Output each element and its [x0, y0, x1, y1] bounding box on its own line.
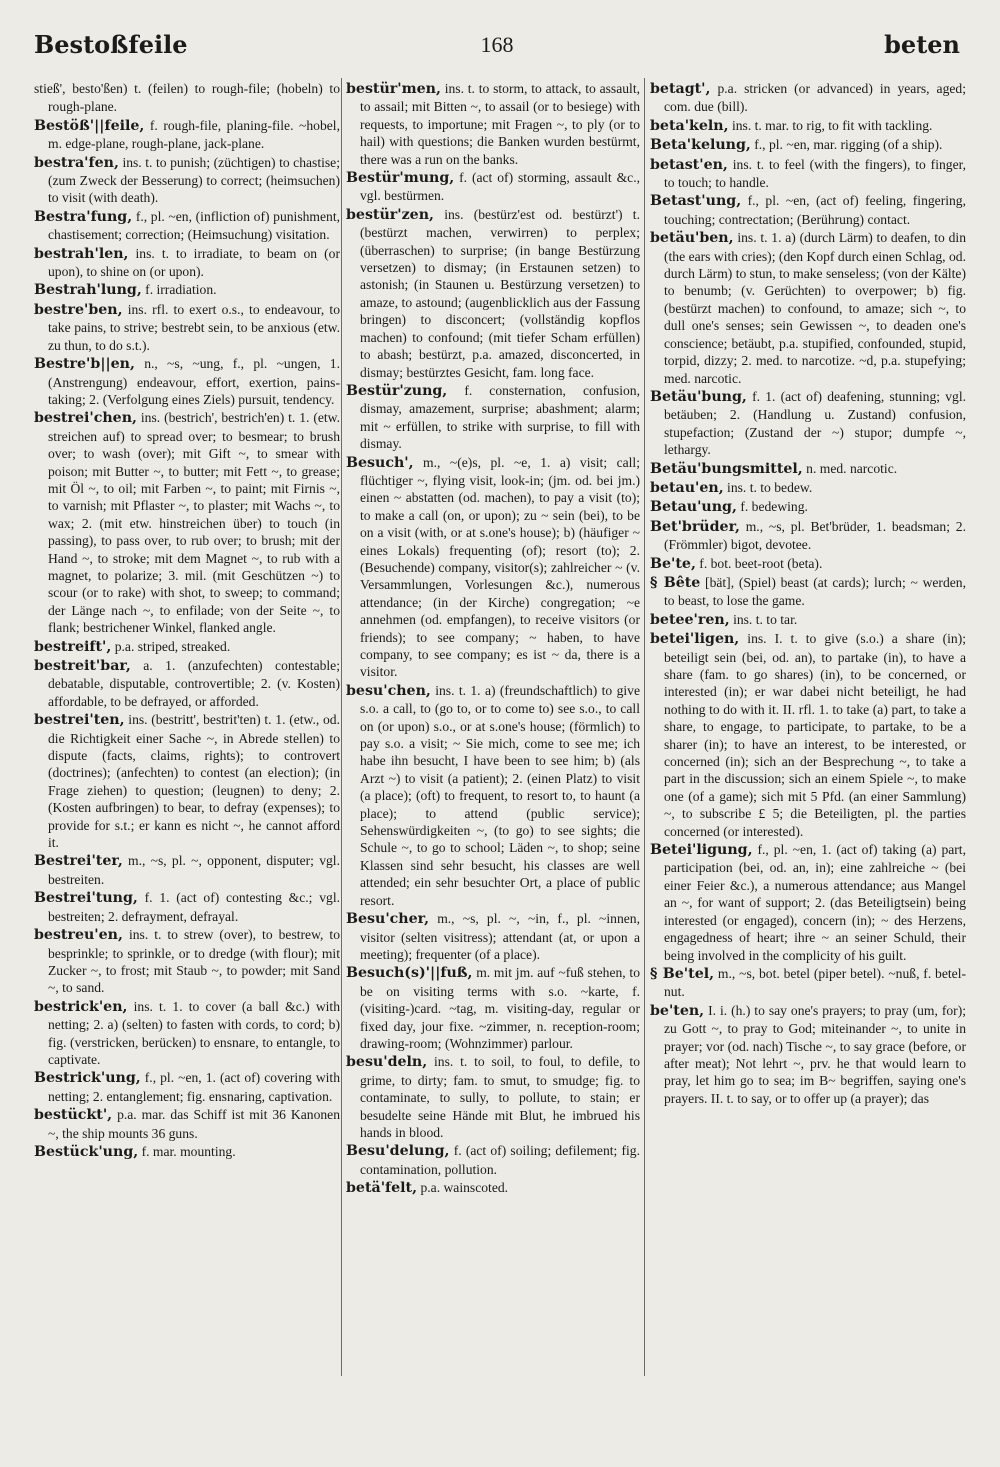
dictionary-entry	[650, 841, 966, 964]
dictionary-entry	[34, 281, 340, 299]
entry-headword: bestrei'chen,	[34, 410, 137, 427]
dictionary-entry	[34, 409, 340, 636]
entry-headword: Beta'kelung,	[650, 137, 751, 154]
dictionary-entry	[346, 80, 640, 168]
entry-headword: beta'keln,	[650, 117, 729, 134]
dictionary-entry	[346, 682, 640, 909]
entry-definition: ins. t. to strew (over), to bestrew, to besprinkle; to sprinkle, or to dredge (with flour); mit Zucker ~, to frost; mit Staub ~, to powder; mit Sand ~, to sand.	[48, 927, 340, 996]
dictionary-entry	[650, 498, 966, 516]
dictionary-entry	[650, 117, 966, 135]
column-rule-right	[644, 78, 645, 1376]
dictionary-entry	[650, 479, 966, 497]
entry-definition: ins. t. to soil, to foul, to defile, to grime, to dirty; fam. to smut, to smudge; fig. to contaminate, to sully, to pollute, to stain; er besudelte seine Hände mit Blut, he imbrued his hands in blood.	[360, 1054, 640, 1140]
entry-headword: bestür'men,	[346, 81, 441, 97]
dictionary-entry	[650, 136, 966, 154]
dictionary-entry	[34, 154, 340, 207]
entry-definition: f. rough-file, planing-file. ~hobel, m. edge-plane, rough-plane, jack-plane.	[48, 117, 340, 152]
entry-definition: ins. t. 1. a) (durch Lärm) to deafen, to din (the ears with cries); (den Kopf durch einen Schlag, od. durch Lärm) to stun, to make senseless; (von der Kälte) to benumb; (v. Gerüchten) to overpower; b) fig. (bestürzt machen) to confound, to amaze; sich ~, to dull one's senses; sein Gewissen ~, to deaden one's conscience; betäubt, p.a. stupified, confounded, stupid, torpid, dizzy; 2. med. to narcotize. ~d, p.a. stupefying; med. narcotic.	[664, 230, 966, 386]
entry-headword: betä'felt,	[346, 1180, 418, 1197]
entry-definition: f., pl. ~en, 1. (act of) taking (a) part, participation (bei, od. an, in); eine zahlreiche ~ (bei einer Feier &c.), a numerous attendance; aus Mangel an ~, for want of support; 2. (das Beteiligtsein) being interested (or engaged), concern (in); ~ des Herzens, engagedness of heart; ihre ~ an seiner Schuld, their being involved in the complicity of his guilt.	[664, 842, 966, 963]
entry-headword: Bestöß'||feile,	[34, 117, 145, 134]
entry-definition: I. i. (h.) to say one's prayers; to pray (um, for); zu Gott ~, to pray to God; miteinander ~, to unite in prayer; vor (od. nach) Tische ~, to say grace (before, or after meat); Not lehrt ~, prv. he that would learn to pray, let him go to sea; im B~ begriffen, saying one's prayers. II. t. to say, or to offer up (a prayer); das	[664, 1002, 967, 1106]
entry-headword: Betäu'bungsmittel,	[650, 460, 803, 477]
dictionary-entry	[346, 1142, 640, 1178]
entry-headword: bestreit'bar,	[34, 658, 131, 674]
entry-definition: ins. t. 1. a) (freundschaftlich) to give s.o. a call, to (go to, or to come to) see s.o., to call on (or upon) s.o., or at s.one's house; (förmlich) to pay s.o. a visit; ~ Sie mich, come to see me; ich habe ihn besucht, I have been to see him; b) (als Arzt ~) to visit (a patient); 2. (einen Platz) to visit (a place); (oft) to frequent, to resort to, to haunt (a place); to attend (public service); Sehenswürdigkeiten ~, (to go) to see sights; die Schule ~, to go to school; Läden ~, to shop; seine Klassen sind sehr besucht, his classes are well attended; ein sehr besuchter Ort, a place of public resort.	[360, 682, 640, 908]
entry-definition: f. mar. mounting.	[141, 1143, 236, 1159]
entry-headword: bestrick'en,	[34, 998, 128, 1015]
entry-headword: besu'chen,	[346, 682, 431, 699]
entry-definition: f. (act of) soiling; defilement; fig. contamination, pollution.	[360, 1143, 641, 1177]
dictionary-entry	[34, 998, 340, 1069]
entry-headword: Bestrei'ter,	[34, 853, 123, 870]
entry-headword: Bestür'mung,	[346, 170, 455, 187]
entry-definition: n., ~s, ~ung, f., pl. ~ungen, 1. (Anstrengung) endeavour, effort, exertion, pains-taking; 2. (Verfolgung eines Ziels) pursuit, tendency.	[48, 356, 340, 407]
entry-headword: Bestra'fung,	[34, 208, 133, 225]
entry-definition: ins. (bestürz'est od. bestürzt') t. (bestürzt machen, verwirren) to perplex; (überraschen) to surprise; (in bange Bestürzung versetzen) to dismay; (in Erstaunen setzen) to astonish; (in Staunen u. Bestürzung versetzen) to amaze, to astound; (augenblicklich aus der Fassung bringen) to disconcert; (vollständig kopflos machen) to confound; (mit tiefer Scham erfüllen) to abash; bestürzt, p.a. amazed, disconcerted, in dismay; bestürztes Gesicht, fam. long face.	[360, 206, 640, 380]
dictionary-entry	[346, 1053, 640, 1141]
dictionary-entry	[650, 611, 966, 629]
dictionary-entry	[34, 657, 340, 710]
dictionary-entry	[650, 80, 966, 116]
entry-definition: ins. t. to feel (with the fingers), to finger, to touch; to handle.	[664, 156, 966, 191]
dictionary-entry	[34, 80, 340, 116]
entry-headword: Besuch(s)'||fuß,	[346, 965, 473, 982]
entry-definition: stieß', besto'ßen) t. (feilen) to rough-file; (hobeln) to rough-plane.	[34, 81, 340, 115]
entry-definition: m., ~(e)s, pl. ~e, 1. a) visit; call; flüchtiger ~, flying visit, look-in; (jm. od. bei jm.) einen ~ abstatten (od. machen), to pay a visit (to); to make a call (on, or upon); zu ~ sein (bei), to be on a visit (with, or at s.one's house); b) (häufiger ~ eines Lokals) frequenting (of); resort (to); 2. (Besuchende) company, visitor(s); zahlreicher ~ (v. Versammlungen, Vorlesungen &c.), numerous attendance; (in der Kirche) congregation; ~e annehmen (od. empfangen), to receive visitors (or friends); to see company; ~ haben, to have company, to see company; es ist ~ da, there is a visitor.	[360, 454, 640, 680]
entry-headword: betei'ligen,	[650, 631, 740, 648]
entry-headword: Besu'cher,	[346, 911, 430, 928]
dictionary-entry	[650, 555, 966, 573]
entry-definition: f. 1. (act of) deafening, stunning; vgl. betäuben; 2. (Handlung u. Zustand) confusion, stupefaction; (Zustand der ~) stupor; dumpfe ~, lethargy.	[664, 388, 966, 458]
dictionary-entry	[34, 208, 340, 244]
entry-headword: § Be'tel,	[650, 965, 715, 982]
entry-headword: Besu'delung,	[346, 1143, 450, 1160]
dictionary-entry	[346, 1179, 640, 1197]
column-3	[650, 80, 966, 1108]
dictionary-entry	[34, 1069, 340, 1105]
entry-definition: a. 1. (anzufechten) contestable; debatable, disputable, controvertible; 2. (v. Kosten) affordable, to be defrayed, or afforded.	[48, 658, 340, 709]
entry-definition: ins. t. to bedew.	[727, 479, 813, 495]
dictionary-entry	[34, 117, 340, 153]
entry-definition: f. bot. beet-root (beta).	[699, 555, 823, 571]
entry-headword: bestrei'ten,	[34, 712, 125, 729]
entry-headword: be'ten,	[650, 1002, 705, 1019]
dictionary-entry	[650, 574, 966, 610]
entry-headword: Betäu'bung,	[650, 388, 747, 405]
entry-definition: n. med. narcotic.	[806, 460, 898, 476]
entry-headword: bestrah'len,	[34, 245, 129, 262]
entry-headword: Bet'brüder,	[650, 518, 740, 535]
entry-headword: bestreu'en,	[34, 927, 123, 944]
dictionary-entry	[34, 926, 340, 997]
entry-definition: ins. (bestritt', bestrit'ten) t. 1. (etw., od. die Richtigkeit einer Sache ~, in Abrede stellen) to dispute (facts, claims, rights); to controvert (doctrines); (anfechten) to contest (an election); (in Frage ziehen) to question; (leugnen) to deny; 2. (Kosten aufbringen) to bear, to defray (expenses); to provide for s.t.; er kann es nicht ~, he cannot afford it.	[48, 712, 340, 851]
dictionary-entry	[346, 169, 640, 205]
dictionary-entry	[346, 382, 640, 453]
dictionary-entry	[650, 229, 966, 387]
entry-headword: betagt',	[650, 81, 711, 97]
page-number: 168	[480, 32, 514, 57]
dictionary-entry	[34, 1143, 340, 1161]
entry-definition: m., ~s, pl. Bet'brüder, 1. beadsman; 2. (Frömmler) bigot, devotee.	[664, 518, 966, 553]
dictionary-entry	[34, 852, 340, 888]
entry-definition: ins. t. to irradiate, to beam on (or upon), to shine on (or upon).	[48, 245, 340, 280]
entry-headword: § Bête	[650, 574, 701, 591]
dictionary-entry	[34, 301, 340, 354]
entry-definition: ins. t. mar. to rig, to fit with tackling.	[731, 117, 933, 133]
entry-definition: m., ~s, pl. ~, ~in, f., pl. ~innen, visitor (selten visitress); attendant (at, or upon a meeting); frequenter (of a place).	[360, 911, 640, 962]
entry-definition: ins. t. 1. to cover (a ball &c.) with netting; 2. a) (selten) to fasten with cords, to cord; b) fig. (verstricken, berücken) to ensnare, to entangle, to captivate.	[48, 998, 340, 1067]
dictionary-entry	[34, 1106, 340, 1142]
entry-definition: [bät], (Spiel) beast (at cards); lurch; ~ werden, to beast, to lose the game.	[664, 574, 966, 609]
dictionary-entry	[34, 889, 340, 925]
entry-definition: p.a. striped, streaked.	[114, 638, 231, 654]
entry-definition: f., pl. ~en, (infliction of) punishment, chastisement; correction; (Heimsuchung) visitation.	[48, 208, 340, 243]
entry-headword: bestückt',	[34, 1107, 113, 1124]
dictionary-entry	[650, 460, 966, 478]
entry-definition: f. consternation, confusion, dismay, amazement, surprise; abashment; alarm; mit ~ erfüllen, to strike with surprise, to fill with dismay.	[360, 382, 640, 452]
dictionary-entry	[34, 245, 340, 281]
entry-headword: betau'en,	[650, 479, 724, 496]
entry-headword: Besuch',	[346, 454, 414, 471]
column-rule-left	[341, 78, 342, 1376]
dictionary-entry	[34, 355, 340, 408]
entry-definition: f., pl. ~en, (act of) feeling, fingering, touching; contrectation; (Berührung) contact.	[664, 193, 966, 227]
entry-headword: Bestrick'ung,	[34, 1070, 141, 1087]
dictionary-entry	[650, 388, 966, 459]
entry-headword: betee'ren,	[650, 611, 730, 628]
entry-headword: Be'te,	[650, 555, 696, 572]
entry-definition: p.a. mar. das Schiff ist mit 36 Kanonen ~, the ship mounts 36 guns.	[48, 1107, 340, 1141]
dictionary-entry	[650, 156, 966, 192]
entry-headword: Bestrei'tung,	[34, 890, 138, 907]
entry-definition: p.a. stricken (or advanced) in years, aged; com. due (bill).	[664, 81, 966, 115]
entry-headword: betäu'ben,	[650, 230, 734, 247]
entry-definition: ins. rfl. to exert o.s., to endeavour, to take pains, to strive; bestrebt sein, to be anxious (etw. zu thun, to do s.t.).	[48, 301, 340, 353]
running-head	[34, 30, 960, 66]
entry-definition: ins. t. to storm, to attack, to assault, to assail; mit Bitten ~, to assail (or to besiege) with requests, to importune; mit Fragen ~, to ply (or to hail) with questions; die Banken wurden bestürmt, there was a run on the banks.	[360, 81, 640, 167]
entry-definition: ins. (bestrich', bestrich'en) t. 1. (etw. streichen auf) to spread over; to besmear; to brush over; to wash (over); mit Gift ~, to smear with poison; mit Butter ~, to butter; mit Fett ~, to grease; mit Öl ~, to oil; mit Farben ~, to paint; mit Firnis ~, to varnish; mit Pflaster ~, to plaster; mit Wachs ~, to wax; 2. (mit etw. hinstreichen über) to touch (in passing), to pass over, to rub over; to brush; mit der Hand ~, to stroke; mit dem Magnet ~, to rub with a magnet, to polarize; 3. mil. (mit Geschützen ~) to scour (or to rake) with shot, to sweep; to command; der Länge nach ~, to enfilade; von der Seite ~, to flank; bestrichener Winkel, flanked angle.	[48, 410, 340, 636]
entry-headword: Betei'ligung,	[650, 842, 753, 859]
entry-headword: betast'en,	[650, 156, 728, 173]
entry-headword: Bestre'b||en,	[34, 356, 135, 373]
entry-headword: bestre'ben,	[34, 301, 123, 318]
entry-headword: Betau'ung,	[650, 499, 737, 516]
entry-headword: besu'deln,	[346, 1054, 428, 1071]
dictionary-entry	[650, 965, 966, 1001]
column-2	[346, 80, 640, 1199]
entry-definition: ins. I. t. to give (s.o.) a share (in); beteiligt sein (bei, od. an), to partake (in), to have a share (fam. to go shares) (in), to be concerned, or interested (in); er war dabei nicht beteiligt, he had nothing to do with it. II. rfl. 1. to take (a) part, to take a share, to engage, to participate, to partake, to be a sharer (in); to have an interest, to be interested, or concerned (in); sich an der Besprechung ~, to take a part in the discussion; sich an einem Spiele ~, to make one (of a game); sich mit 5 Pfd. (an einer Sammlung) ~, to subscribe £ 5; die Beteiligten, pl. the parties concerned (or interested).	[664, 631, 966, 839]
entry-definition: f., pl. ~en, 1. (act of) covering with netting; 2. entanglement; fig. ensnaring, captivation.	[48, 1070, 340, 1104]
entry-definition: f. (act of) storming, assault &c., vgl. bestürmen.	[360, 170, 640, 204]
entry-headword: Bestür'zung,	[346, 382, 448, 399]
header-left-catchword: Bestoßfeile	[34, 30, 188, 59]
dictionary-entry	[346, 454, 640, 681]
dictionary-entry	[346, 964, 640, 1052]
entry-headword: Bestrah'lung,	[34, 282, 142, 299]
entry-definition: m., ~s, bot. betel (piper betel). ~nuß, f. betel-nut.	[664, 965, 966, 1000]
entry-headword: Bestück'ung,	[34, 1143, 139, 1160]
dictionary-entry	[34, 711, 340, 851]
column-1	[34, 80, 340, 1162]
dictionary-entry	[650, 192, 966, 228]
entry-definition: f. irradiation.	[145, 282, 217, 298]
entry-headword: bestreift',	[34, 638, 112, 655]
entry-definition: ins. t. to tar.	[733, 611, 798, 627]
entry-definition: m., ~s, pl. ~, opponent, disputer; vgl. bestreiten.	[48, 853, 340, 887]
dictionary-entry	[650, 1002, 966, 1107]
entry-headword: bestra'fen,	[34, 154, 119, 171]
dictionary-entry	[346, 206, 640, 381]
dictionary-entry	[650, 630, 966, 840]
dictionary-entry	[650, 518, 966, 554]
entry-headword: Betast'ung,	[650, 193, 742, 210]
entry-definition: f., pl. ~en, mar. rigging (of a ship).	[754, 137, 943, 153]
header-right-catchword: beten	[884, 30, 960, 59]
entry-definition: m. mit jm. auf ~fuß stehen, to be on visiting terms with s.o. ~karte, f. (visiting-)card. ~tag, m. visiting-day, regular or fixed day, jour fixe. ~zimmer, n. reception-room; drawing-room; (Wohnzimmer) parlour.	[360, 965, 640, 1051]
dictionary-entry	[34, 638, 340, 656]
dictionary-entry	[346, 910, 640, 963]
entry-definition: p.a. wainscoted.	[420, 1180, 509, 1196]
entry-definition: ins. t. to punish; (züchtigen) to chastise; (zum Zweck der Besserung) to correct; (heimsuchen) to visit (with death).	[48, 154, 340, 206]
entry-definition: f. bedewing.	[740, 499, 808, 515]
entry-definition: f. 1. (act of) contesting &c.; vgl. bestreiten; 2. defrayment, defrayal.	[48, 890, 340, 924]
entry-headword: bestür'zen,	[346, 206, 434, 223]
